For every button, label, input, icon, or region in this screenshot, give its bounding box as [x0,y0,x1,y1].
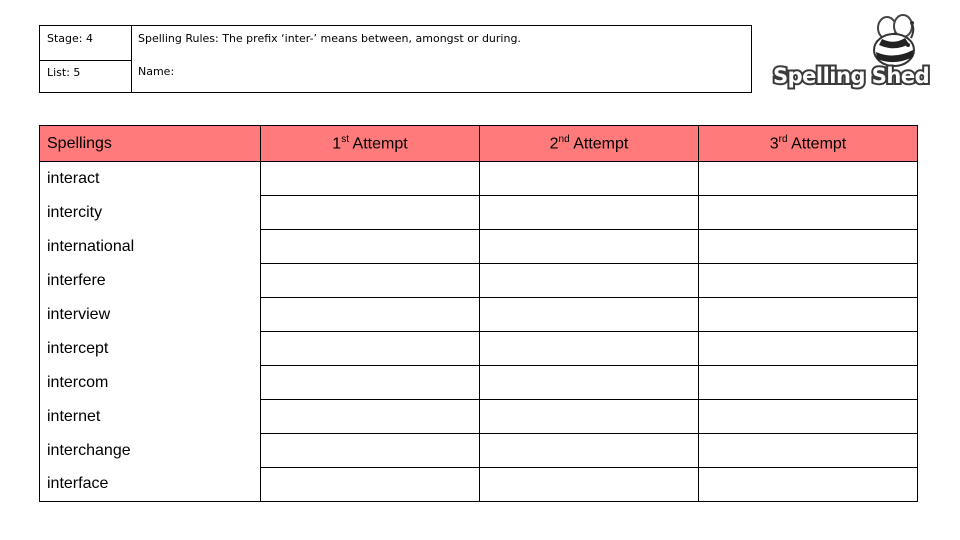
header-attempt-1 [261,126,480,162]
header-attempt-3 [699,126,918,162]
spelling-word: intercept [40,332,261,366]
header-spellings: Spellings [40,126,261,162]
table-row [40,468,918,502]
attempt-1-cell[interactable] [261,332,480,366]
attempt-3-label: Attempt [787,135,847,153]
info-divider-horizontal [40,60,132,61]
spelling-word: interchange [40,434,261,468]
table-row [40,230,918,264]
bee-icon [765,12,935,72]
table-row [40,434,918,468]
table-row [40,366,918,400]
stage-label: Stage: 4 [47,32,93,45]
attempt-1-label: Attempt [348,135,408,153]
attempt-3-suffix: rd [778,133,788,145]
attempt-1-cell[interactable] [261,434,480,468]
table-header-row [40,126,918,162]
info-divider-vertical [131,26,132,92]
attempt-3-cell[interactable] [699,196,918,230]
attempt-3-cell[interactable] [699,434,918,468]
attempt-3-number: 3 [769,135,779,153]
attempt-1-cell[interactable] [261,162,480,196]
attempt-2-suffix: nd [558,133,570,145]
header-attempt-2 [480,126,699,162]
spelling-shed-logo [765,12,935,100]
attempt-2-cell[interactable] [480,332,699,366]
attempt-2-cell[interactable] [480,366,699,400]
spelling-word: interview [40,298,261,332]
attempt-2-label: Attempt [569,135,629,153]
attempt-1-cell[interactable] [261,264,480,298]
attempt-1-cell[interactable] [261,400,480,434]
attempt-3-cell[interactable] [699,468,918,502]
attempt-1-cell[interactable] [261,230,480,264]
attempt-2-cell[interactable] [480,162,699,196]
attempt-3-cell[interactable] [699,162,918,196]
table-row [40,400,918,434]
worksheet-info-box [39,25,752,93]
attempt-1-cell[interactable] [261,196,480,230]
logo-wordmark: Spelling Shed [773,64,930,88]
spelling-word: international [40,230,261,264]
name-field-label[interactable]: Name: [138,65,175,78]
spelling-rule-text: Spelling Rules: The prefix ‘inter-’ means between, amongst or during. [138,32,521,45]
attempt-2-cell[interactable] [480,264,699,298]
attempt-1-suffix: st [341,133,349,145]
attempt-2-cell[interactable] [480,468,699,502]
attempt-1-number: 1 [332,135,342,153]
attempt-3-cell[interactable] [699,230,918,264]
spelling-word: intercity [40,196,261,230]
spelling-word: interfere [40,264,261,298]
attempt-2-cell[interactable] [480,230,699,264]
attempt-1-cell[interactable] [261,468,480,502]
attempt-3-cell[interactable] [699,264,918,298]
attempt-2-cell[interactable] [480,434,699,468]
list-label: List: 5 [47,66,81,79]
attempt-1-cell[interactable] [261,298,480,332]
attempt-3-cell[interactable] [699,366,918,400]
table-row [40,332,918,366]
spelling-word: interact [40,162,261,196]
spelling-word: intercom [40,366,261,400]
table-row [40,196,918,230]
table-row [40,298,918,332]
table-row [40,162,918,196]
attempt-3-cell[interactable] [699,332,918,366]
attempt-1-cell[interactable] [261,366,480,400]
attempt-3-cell[interactable] [699,298,918,332]
attempt-2-cell[interactable] [480,298,699,332]
spelling-word: internet [40,400,261,434]
attempt-2-number: 2 [549,135,559,153]
attempt-2-cell[interactable] [480,196,699,230]
attempt-2-cell[interactable] [480,400,699,434]
spelling-word: interface [40,468,261,502]
table-row [40,264,918,298]
attempt-3-cell[interactable] [699,400,918,434]
spelling-table [39,125,918,502]
